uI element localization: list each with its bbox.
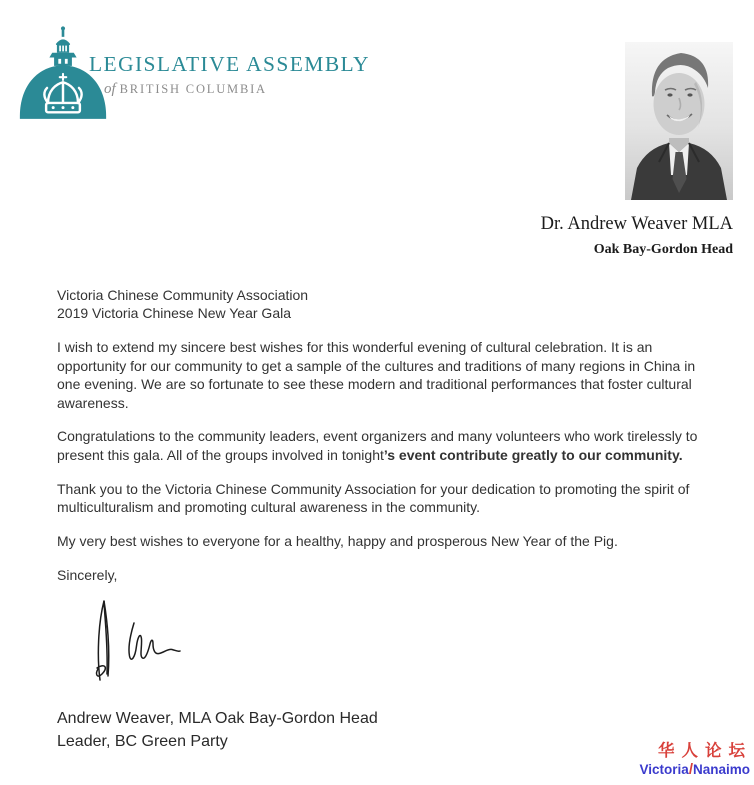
- portrait-riding: Oak Bay-Gordon Head: [593, 242, 733, 257]
- logo-subtitle-of: of: [104, 81, 116, 97]
- p1-line-4: awareness.: [57, 394, 129, 411]
- logo-subtitle-region: BRITISH COLUMBIA: [119, 82, 267, 96]
- p4-line-1: My very best wishes to everyone for a healthy, happy and prosperous New Year of the Pig.: [57, 533, 618, 550]
- p2-line-1: Congratulations to the community leaders, event organizers and many volunteers who work tirelessly to: [57, 428, 698, 445]
- paragraph-1: [57, 338, 697, 412]
- watermark-nanaimo: Nanaimo: [692, 761, 750, 777]
- p1-line-2: opportunity for our community to get a sample of the cultures and traditions of many regions in China in: [57, 357, 696, 374]
- recipient-line-1: Victoria Chinese Community Association: [57, 287, 309, 303]
- p2-line-2: [57, 446, 697, 464]
- portrait-caption: [413, 214, 733, 258]
- p2-line-2-bold: ’s event contribute greatly to our community.: [383, 446, 683, 463]
- legislative-assembly-wordmark: [89, 52, 370, 98]
- p1-line-3: one evening. We are so fortunate to see these modern and traditional performances that foster cultural: [57, 376, 692, 393]
- watermark-slash: /: [688, 760, 693, 778]
- watermark-victoria: Victoria: [639, 761, 689, 777]
- logo-subtitle: [89, 80, 370, 98]
- letter-body: [57, 286, 697, 600]
- watermark-chinese-text: 华人论坛: [658, 741, 752, 760]
- portrait-photo: [625, 42, 733, 200]
- logo-title: LEGISLATIVE ASSEMBLY: [89, 52, 370, 76]
- recipient-line-2: 2019 Victoria Chinese New Year Gala: [57, 305, 292, 322]
- portrait-name: Dr. Andrew Weaver MLA: [540, 214, 733, 234]
- p2-line-2-regular: present this gala. All of the groups involved in tonight: [57, 446, 384, 463]
- closing-line: [57, 566, 697, 584]
- p3-line-2: multiculturalism and promoting cultural awareness in the community.: [57, 499, 481, 516]
- signature-block: [57, 708, 378, 753]
- p3-line-1: Thank you to the Victoria Chinese Community Association for your dedication to promoting the spirit of: [57, 480, 690, 497]
- paragraph-3: [57, 480, 697, 517]
- forum-watermark: [640, 743, 750, 777]
- handwritten-signature-icon: [78, 596, 183, 691]
- recipient-block: [57, 286, 697, 323]
- closing-text: Sincerely,: [57, 566, 118, 583]
- paragraph-2: [57, 427, 697, 464]
- watermark-site-text: [640, 762, 750, 777]
- signature-name: Andrew Weaver, MLA Oak Bay-Gordon Head: [57, 710, 378, 727]
- paragraph-4: [57, 532, 697, 550]
- signature-role: Leader, BC Green Party: [57, 732, 228, 750]
- p1-line-1: I wish to extend my sincere best wishes for this wonderful evening of cultural celebration. It is an: [57, 339, 653, 356]
